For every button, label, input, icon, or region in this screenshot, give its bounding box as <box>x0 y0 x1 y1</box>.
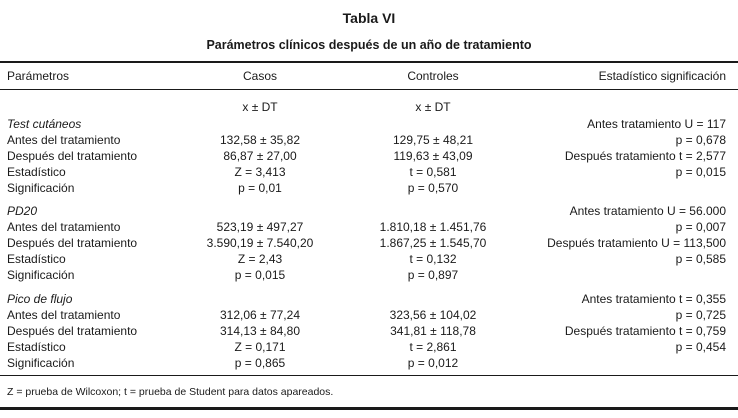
row-casos: p = 0,01 <box>238 181 282 195</box>
table-title: Tabla VI <box>342 10 396 26</box>
section-title: Test cutáneos <box>7 117 82 131</box>
row-label: Antes del tratamiento <box>7 133 121 147</box>
row-stat: Después tratamiento t = 0,759 <box>564 324 726 338</box>
row-label: Antes del tratamiento <box>7 308 121 322</box>
row-label: Significación <box>7 356 75 370</box>
row-controles: p = 0,012 <box>407 356 459 370</box>
row-label: Antes del tratamiento <box>7 220 121 234</box>
row-controles: t = 0,581 <box>409 165 457 179</box>
footnote: Z = prueba de Wilcoxon; t = prueba de Student para datos apareados. <box>7 386 334 398</box>
row-label: Estadístico <box>7 165 66 179</box>
row-casos: 314,13 ± 84,80 <box>220 324 300 338</box>
row-label: Después del tratamiento <box>7 324 138 338</box>
bottom-rule <box>0 407 738 410</box>
row-controles: 1.867,25 ± 1.545,70 <box>379 236 487 250</box>
row-controles: 119,63 ± 43,09 <box>393 149 473 163</box>
row-casos: Z = 0,171 <box>234 340 286 354</box>
header-estadistico: Estadístico significación <box>598 69 726 83</box>
row-label: Significación <box>7 268 75 282</box>
row-stat: p = 0,678 <box>675 133 726 147</box>
row-stat: Después tratamiento t = 2,577 <box>564 149 726 163</box>
header-param: Parámetros <box>7 69 70 83</box>
top-rule <box>0 61 738 63</box>
row-controles: 1.810,18 ± 1.451,76 <box>379 220 487 234</box>
row-stat: p = 0,725 <box>675 308 726 322</box>
header-casos: Casos <box>242 69 277 83</box>
row-label: Significación <box>7 181 75 195</box>
row-controles: p = 0,570 <box>407 181 459 195</box>
subheader-casos: x ± DT <box>242 100 278 114</box>
row-stat: p = 0,007 <box>675 220 726 234</box>
row-casos: 523,19 ± 497,27 <box>216 220 304 234</box>
row-stat: Después tratamiento U = 113,500 <box>547 236 726 250</box>
row-casos: Z = 2,43 <box>237 252 283 266</box>
row-casos: 132,58 ± 35,82 <box>220 133 300 147</box>
row-casos: 86,87 ± 27,00 <box>223 149 297 163</box>
row-controles: 129,75 ± 48,21 <box>393 133 473 147</box>
header-controles: Controles <box>407 69 459 83</box>
section-title: Pico de flujo <box>7 292 73 306</box>
subheader-controles: x ± DT <box>415 100 451 114</box>
row-stat: p = 0,015 <box>675 165 726 179</box>
row-casos: 3.590,19 ± 7.540,20 <box>206 236 314 250</box>
section-stat: Antes tratamiento U = 56.000 <box>569 204 726 218</box>
section-stat: Antes tratamiento t = 0,355 <box>581 292 726 306</box>
row-casos: p = 0,865 <box>234 356 286 370</box>
row-casos: p = 0,015 <box>234 268 286 282</box>
row-controles: p = 0,897 <box>407 268 459 282</box>
section-stat: Antes tratamiento U = 117 <box>587 117 726 131</box>
footer-rule <box>0 375 738 376</box>
row-stat: p = 0,585 <box>675 252 726 266</box>
section-title: PD20 <box>7 204 38 218</box>
row-casos: Z = 3,413 <box>234 165 286 179</box>
row-label: Después del tratamiento <box>7 149 138 163</box>
row-controles: t = 2,861 <box>409 340 457 354</box>
table-subtitle: Parámetros clínicos después de un año de tratamiento <box>206 38 532 52</box>
row-label: Después del tratamiento <box>7 236 138 250</box>
row-controles: t = 0,132 <box>409 252 457 266</box>
row-casos: 312,06 ± 77,24 <box>220 308 300 322</box>
row-controles: 323,56 ± 104,02 <box>389 308 477 322</box>
row-label: Estadístico <box>7 340 66 354</box>
header-rule <box>0 89 738 90</box>
row-controles: 341,81 ± 118,78 <box>390 324 476 338</box>
row-label: Estadístico <box>7 252 66 266</box>
row-stat: p = 0,454 <box>675 340 726 354</box>
